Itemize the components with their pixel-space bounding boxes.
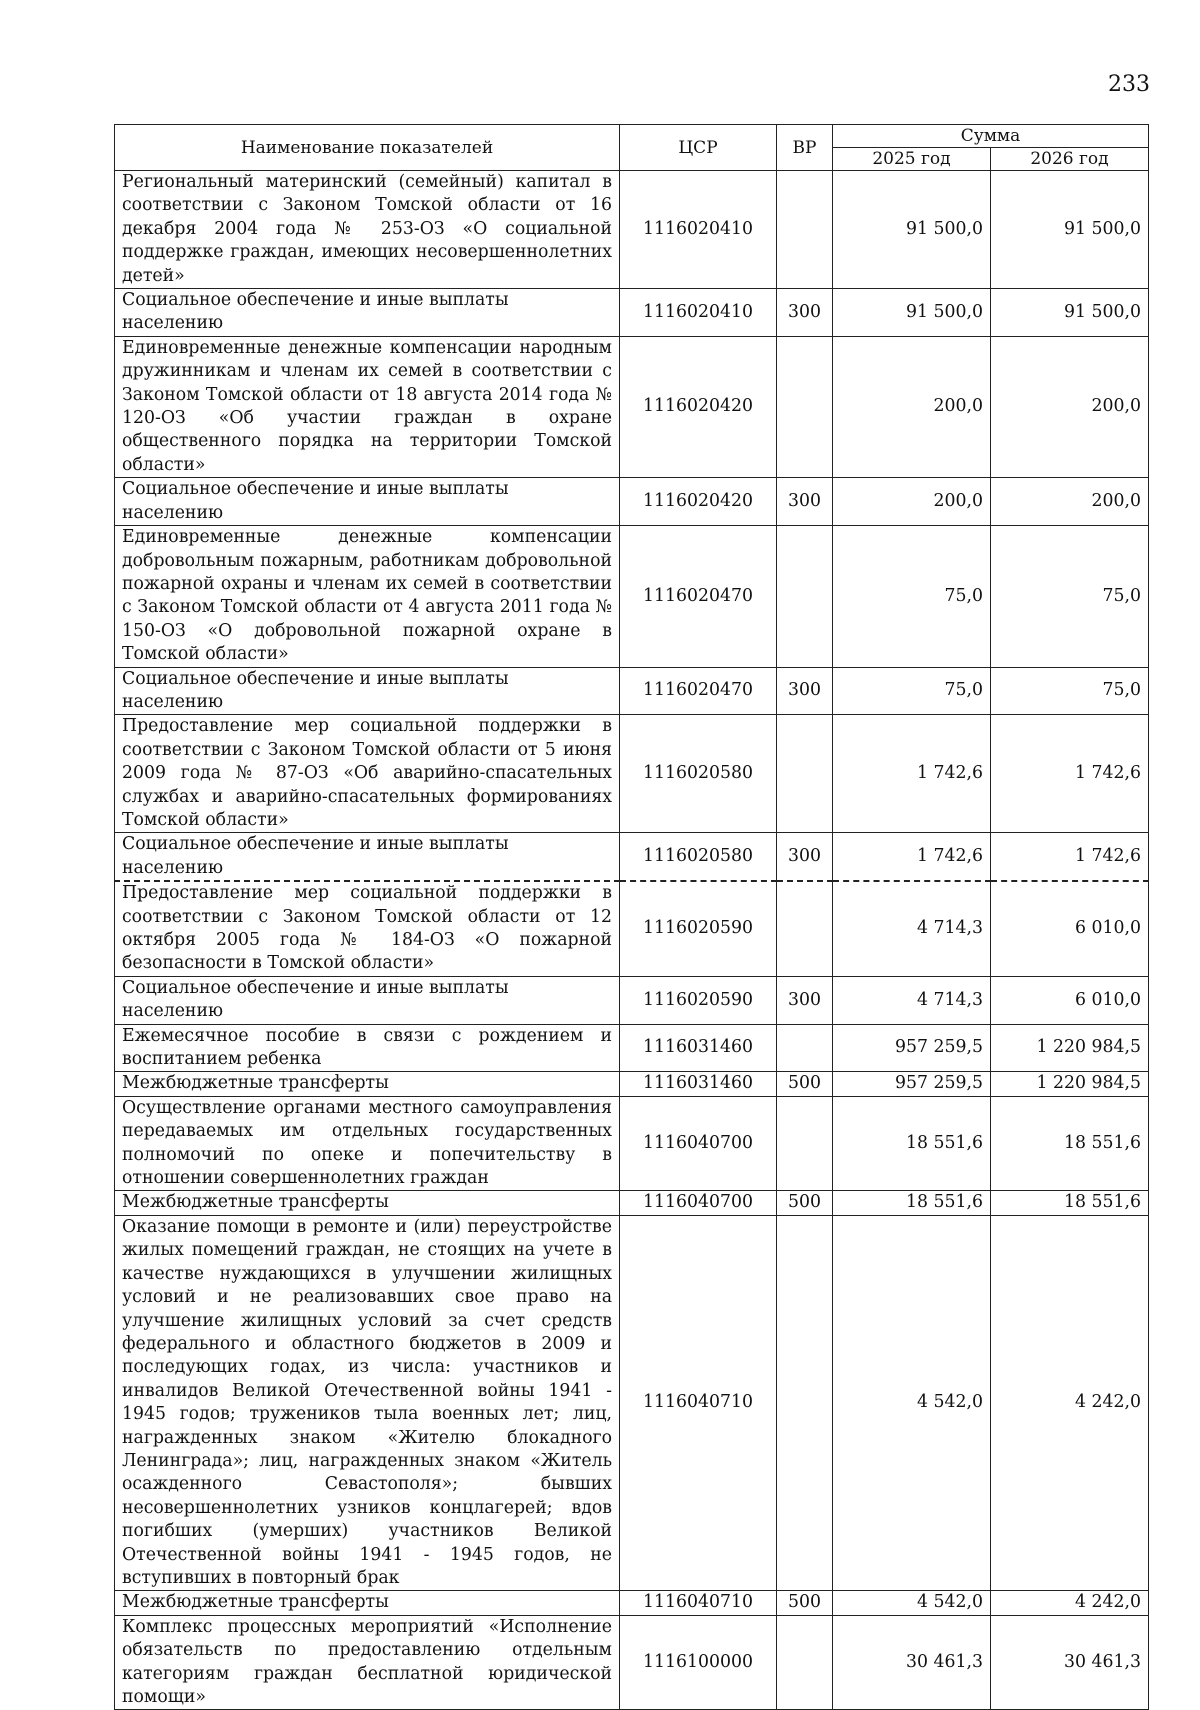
row-csr: 1116020420: [620, 478, 777, 526]
row-vr: 300: [777, 667, 833, 715]
page-bottom-margin: [0, 1545, 1200, 1698]
table-row: [115, 881, 1149, 976]
row-csr: 1116020580: [620, 715, 777, 833]
table-header: [115, 125, 1149, 171]
row-sum-2025: 18 551,6: [833, 1191, 991, 1215]
table-row: [115, 1191, 1149, 1215]
row-sum-2025: 1 742,6: [833, 715, 991, 833]
row-csr: 1116040700: [620, 1096, 777, 1191]
table-row: [115, 715, 1149, 833]
row-sum-2026: 1 220 984,5: [991, 1024, 1149, 1072]
row-sum-2026: 4 242,0: [991, 1215, 1149, 1591]
table-row: [115, 336, 1149, 477]
row-sum-2026: 18 551,6: [991, 1096, 1149, 1191]
row-name: Социальное обеспечение и иные выплаты населению: [115, 976, 620, 1024]
row-sum-2026: 18 551,6: [991, 1191, 1149, 1215]
header-name: Наименование показателей: [115, 125, 620, 171]
table-row: [115, 478, 1149, 526]
row-name: Предоставление мер социальной поддержки в соответствии с Законом Томской области от 12 октября 2005 года № 184-ОЗ «О пожарной безопасности в Томской области»: [115, 881, 620, 976]
row-csr: 1116020580: [620, 833, 777, 881]
table-row: [115, 833, 1149, 881]
row-vr: [777, 336, 833, 477]
row-name: Социальное обеспечение и иные выплаты населению: [115, 478, 620, 526]
header-csr: ЦСР: [620, 125, 777, 171]
row-vr: [777, 715, 833, 833]
row-csr: 1116040710: [620, 1591, 777, 1615]
row-name: Социальное обеспечение и иные выплаты населению: [115, 289, 620, 337]
row-sum-2026: 75,0: [991, 526, 1149, 667]
page-number: 233: [1108, 72, 1150, 97]
row-vr: [777, 526, 833, 667]
row-name: Осуществление органами местного самоуправления передаваемых им отдельных государственных полномочий по опеке и попечительству в отношении совершеннолетних граждан: [115, 1096, 620, 1191]
row-sum-2026: 200,0: [991, 336, 1149, 477]
row-sum-2025: 30 461,3: [833, 1615, 991, 1710]
row-csr: 1116031460: [620, 1024, 777, 1072]
row-sum-2025: 1 742,6: [833, 833, 991, 881]
table-row: [115, 976, 1149, 1024]
row-csr: 1116020590: [620, 976, 777, 1024]
row-csr: 1116020410: [620, 289, 777, 337]
header-year-2026: 2026 год: [991, 148, 1149, 171]
row-csr: 1116031460: [620, 1072, 777, 1096]
table-row: [115, 526, 1149, 667]
row-name: Региональный материнский (семейный) капитал в соответствии с Законом Томской области от 16 декабря 2004 года № 253-ОЗ «О социальной поддержке граждан, имеющих несовершеннолетних детей»: [115, 171, 620, 289]
row-vr: [777, 1215, 833, 1591]
row-vr: 500: [777, 1591, 833, 1615]
row-sum-2026: 1 742,6: [991, 715, 1149, 833]
row-sum-2025: 200,0: [833, 478, 991, 526]
row-vr: [777, 1024, 833, 1072]
row-name: Социальное обеспечение и иные выплаты населению: [115, 833, 620, 881]
row-vr: 300: [777, 833, 833, 881]
row-sum-2025: 18 551,6: [833, 1096, 991, 1191]
row-sum-2026: 6 010,0: [991, 881, 1149, 976]
row-name: Единовременные денежные компенсации народным дружинникам и членам их семей в соответствии с Законом Томской области от 18 августа 2014 года № 120-ОЗ «Об участии граждан в охране общественного порядка на территории Томской области»: [115, 336, 620, 477]
row-sum-2025: 4 714,3: [833, 881, 991, 976]
row-vr: 300: [777, 289, 833, 337]
header-year-2025: 2025 год: [833, 148, 991, 171]
row-csr: 1116040700: [620, 1191, 777, 1215]
row-vr: 300: [777, 976, 833, 1024]
row-vr: 500: [777, 1072, 833, 1096]
table-row: [115, 171, 1149, 289]
table-row: [115, 1072, 1149, 1096]
row-vr: [777, 171, 833, 289]
row-sum-2025: 91 500,0: [833, 289, 991, 337]
row-name: Межбюджетные трансферты: [115, 1072, 620, 1096]
row-vr: 500: [777, 1191, 833, 1215]
header-sum: Сумма: [833, 125, 1149, 148]
row-name: Межбюджетные трансферты: [115, 1191, 620, 1215]
row-vr: [777, 881, 833, 976]
budget-table: [114, 124, 1149, 1710]
row-name: Предоставление мер социальной поддержки в соответствии с Законом Томской области от 5 июня 2009 года № 87-ОЗ «Об аварийно-спасательных службах и аварийно-спасательных формированиях Томской области»: [115, 715, 620, 833]
row-sum-2026: 6 010,0: [991, 976, 1149, 1024]
row-sum-2026: 4 242,0: [991, 1591, 1149, 1615]
row-sum-2026: 75,0: [991, 667, 1149, 715]
table-body: [115, 171, 1149, 1710]
row-sum-2026: 91 500,0: [991, 171, 1149, 289]
row-vr: 300: [777, 478, 833, 526]
row-name: Комплекс процессных мероприятий «Исполнение обязательств по предоставлению отдельным категориям граждан бесплатной юридической помощи»: [115, 1615, 620, 1710]
row-name: Ежемесячное пособие в связи с рождением и воспитанием ребенка: [115, 1024, 620, 1072]
row-sum-2025: 75,0: [833, 526, 991, 667]
row-sum-2026: 30 461,3: [991, 1615, 1149, 1710]
row-sum-2026: 1 742,6: [991, 833, 1149, 881]
row-csr: 1116040710: [620, 1215, 777, 1591]
row-sum-2026: 91 500,0: [991, 289, 1149, 337]
row-name: Социальное обеспечение и иные выплаты населению: [115, 667, 620, 715]
row-name: Межбюджетные трансферты: [115, 1591, 620, 1615]
row-sum-2025: 957 259,5: [833, 1024, 991, 1072]
header-vr: ВР: [777, 125, 833, 171]
row-csr: 1116020470: [620, 526, 777, 667]
row-sum-2025: 75,0: [833, 667, 991, 715]
table-row: [115, 289, 1149, 337]
row-csr: 1116020470: [620, 667, 777, 715]
row-sum-2025: 91 500,0: [833, 171, 991, 289]
table-row: [115, 1215, 1149, 1591]
row-sum-2026: 1 220 984,5: [991, 1072, 1149, 1096]
row-sum-2025: 957 259,5: [833, 1072, 991, 1096]
row-csr: 1116100000: [620, 1615, 777, 1710]
row-csr: 1116020420: [620, 336, 777, 477]
row-vr: [777, 1096, 833, 1191]
row-sum-2025: 4 542,0: [833, 1215, 991, 1591]
row-sum-2025: 4 542,0: [833, 1591, 991, 1615]
row-sum-2025: 4 714,3: [833, 976, 991, 1024]
table-row: [115, 1096, 1149, 1191]
row-sum-2025: 200,0: [833, 336, 991, 477]
row-csr: 1116020410: [620, 171, 777, 289]
row-csr: 1116020590: [620, 881, 777, 976]
table-row: [115, 1024, 1149, 1072]
row-name: Единовременные денежные компенсации добровольным пожарным, работникам добровольной пожарной охраны и членам их семей в соответствии с Законом Томской области от 4 августа 2011 года № 150-ОЗ «О добровольной пожарной охране в Томской области»: [115, 526, 620, 667]
table-row: [115, 667, 1149, 715]
row-name: Оказание помощи в ремонте и (или) переустройстве жилых помещений граждан, не стоящих на учете в качестве нуждающихся в улучшении жилищных условий и не реализовавших свое право на улучшение жилищных условий за счет средств федерального и областного бюджетов в 2009 и последующих годах, из числа: участников и инвалидов Великой Отечественной войны 1941 - 1945 годов; тружеников тыла военных лет; лиц, награжденных знаком «Жителю блокадного Ленинграда»; лиц, награжденных знаком «Житель осажденного Севастополя»; бывших несовершеннолетних узников концлагерей; вдов погибших (умерших) участников Великой Отечественной войны 1941 - 1945 годов, не вступивших в повторный брак: [115, 1215, 620, 1591]
row-sum-2026: 200,0: [991, 478, 1149, 526]
